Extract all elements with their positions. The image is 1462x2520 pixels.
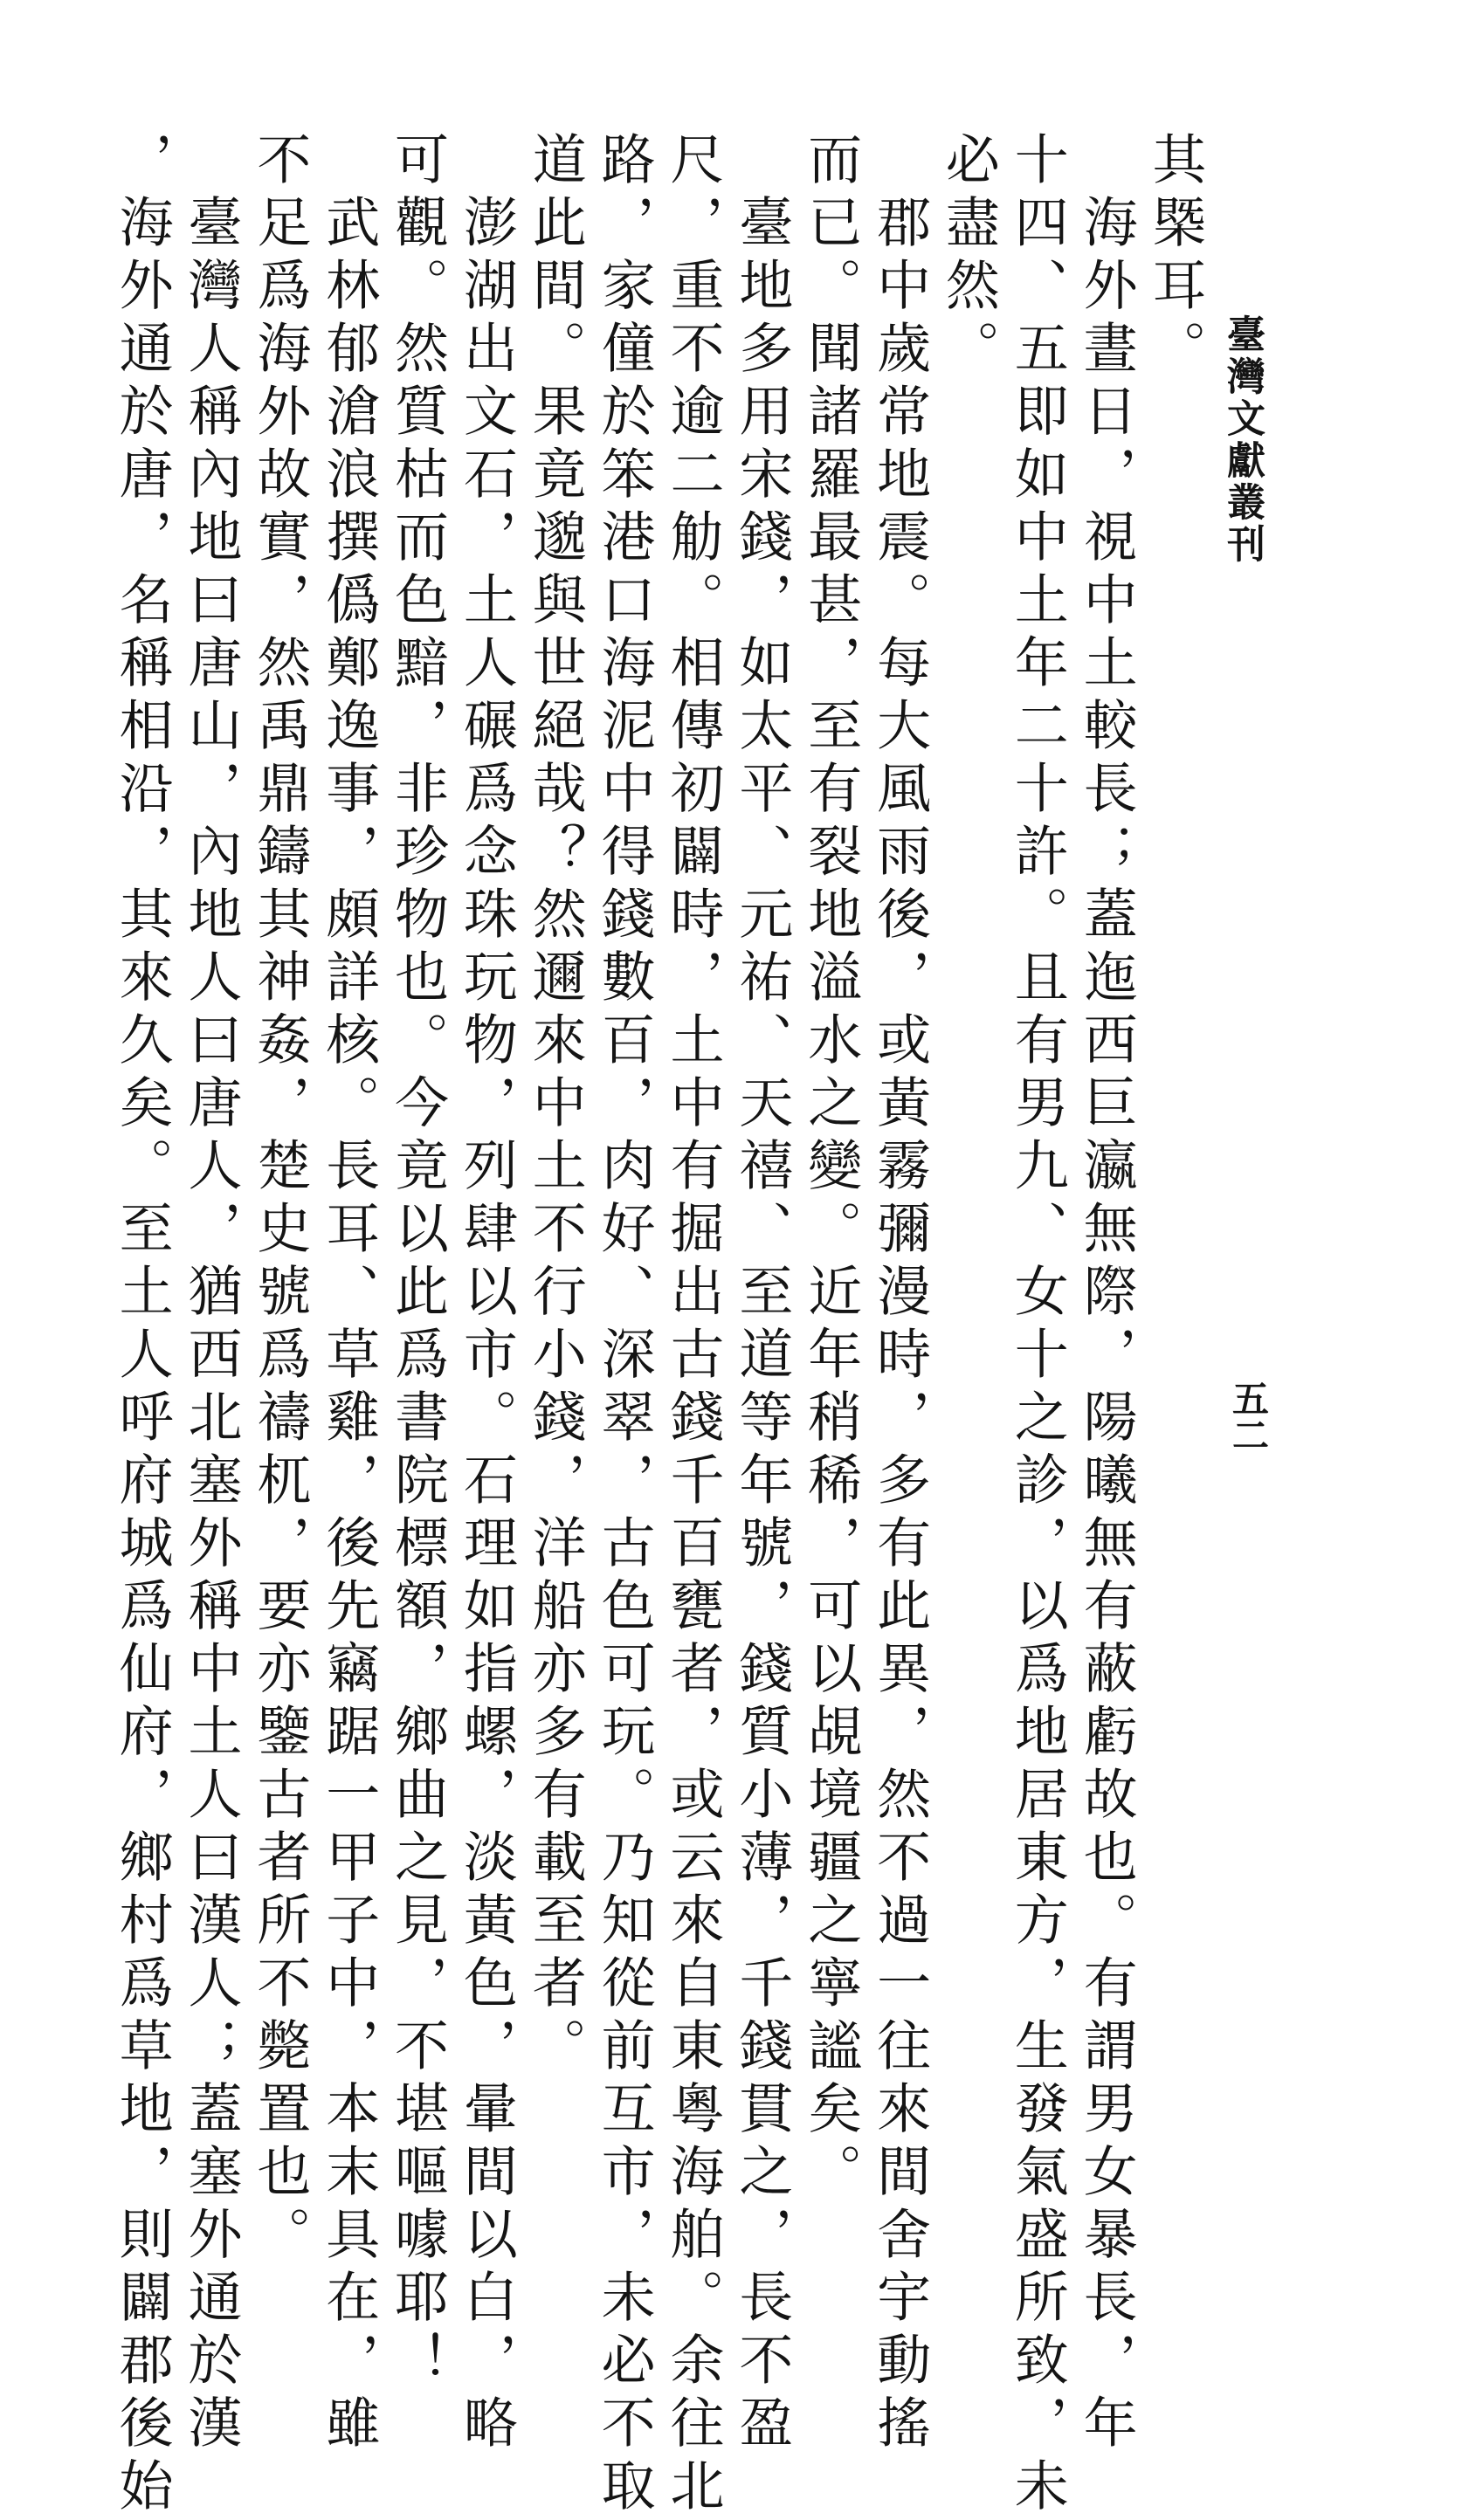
text-line: 武林郁滄浪撰僞鄭逸事，頗詳核。長耳、草雞，後先竊踞一甲子中，本末具在，雖 <box>316 194 381 2457</box>
text-line: 海外晝日，視中土較長；蓋迤西巨瀛無際，陽曦無有蔽虧故也。有謂男女暴長，年 <box>1074 194 1139 2457</box>
text-line: 道此間。果竟邈與世絕哉？然邇來中土不行小錢，洋船亦多有載至者。 <box>523 131 588 2080</box>
running-head: 臺灣文獻叢刊 <box>1220 314 1265 566</box>
text-line: 而已。聞諸羅最甚，至有裂地溢水之變。近年稍稀，可以覘境疆之寧謐矣。 <box>798 131 863 2206</box>
text-line: 可觀。然質枯而色黯，非珍物也。今竟以此爲書院標額，鄉曲之見，不堪嘔噱耶！ <box>385 131 450 2394</box>
text-line: 郡中歲常地震。每大風雨後，或黃霧彌漫時，多有此異，然不過一往來間舍宇動搖 <box>867 194 932 2457</box>
text-line: 尺，重不逾二觔。相傳初闢時，土中有掘出古錢千百甕者，或云來自東粵海舶。余往北 <box>660 131 725 2520</box>
body-text <box>107 131 1209 2520</box>
text-line: 澎湖出文石，土人碾爲念珠玩物，列肆以市。石理如指螺，淡黃色，暈間以白，略 <box>454 194 519 2457</box>
page-number: 五二 <box>1227 1380 1270 1453</box>
text-line: 必盡然。 <box>936 131 1001 382</box>
text-line: ，海外通於唐，名稱相沿，其來久矣。至土人呼府城爲仙府，鄉村爲草地，則闢郡後始 <box>110 131 175 2520</box>
text-line: 臺灣人稱內地曰唐山，內地人曰唐人，猶西北塞外稱中土人曰漢人；蓋塞外通於漢 <box>178 194 243 2457</box>
text-line: 十四、五即如中土年二十許。且有男九、女十之診，以爲地居東方，生發氣盛所致，未 <box>1005 131 1070 2520</box>
text-line: 路，家僮於笨港口海泥中得錢數百，肉好、深翠，古色可玩。乃知從前互市，未必不取 <box>592 131 657 2520</box>
text-line: 其槩耳。 <box>1143 131 1207 382</box>
text-line: 不足爲海外故實，然禹鼎鑄其神姦，楚史號爲禱杌，要亦鑒古者所不斃置也。 <box>247 131 312 2269</box>
text-line: 臺地多用宋錢，如太平、元祐、天禧、至道等年號，錢質小薄，千錢貫之，長不盈 <box>729 194 794 2457</box>
